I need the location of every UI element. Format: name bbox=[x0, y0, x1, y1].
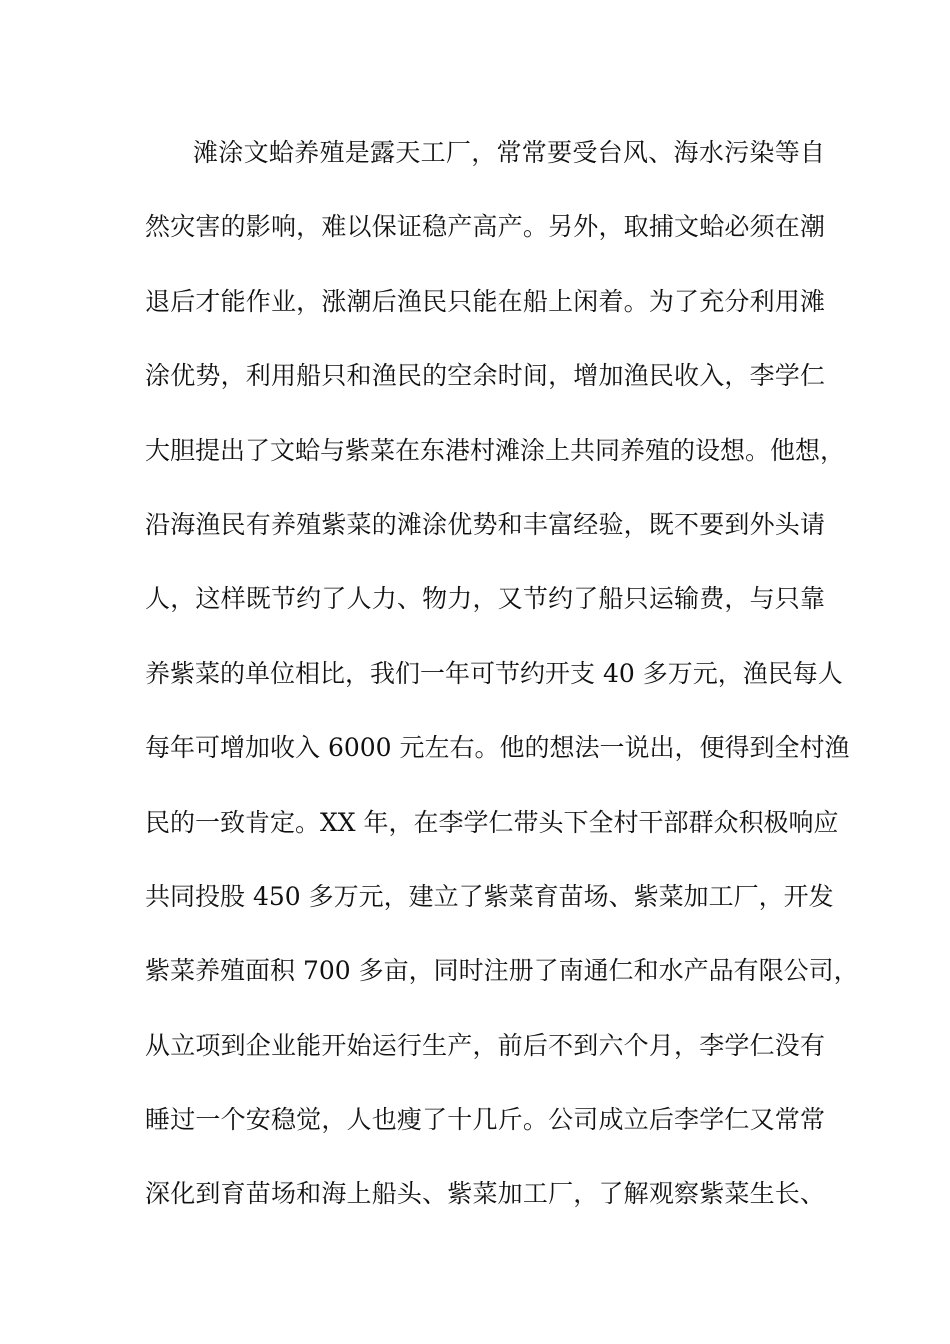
text-line: 退后才能作业，涨潮后渔民只能在船上闲着。为了充分利用滩 bbox=[145, 286, 825, 316]
text-line: 大胆提出了文蛤与紫菜在东港村滩涂上共同养殖的设想。他想， bbox=[145, 435, 846, 465]
text-line: 紫菜养殖面积 700 多亩，同时注册了南通仁和水产品有限公司， bbox=[145, 956, 859, 986]
text-line: 人，这样既节约了人力、物力，又节约了船只运输费，与只靠 bbox=[145, 584, 825, 614]
text-line: 每年可增加收入 6000 元左右。他的想法一说出，便得到全村渔 bbox=[145, 733, 850, 763]
body-paragraph bbox=[145, 132, 859, 1248]
text-line: 民的一致肯定。XX 年，在李学仁带头下全村干部群众积极响应 bbox=[145, 807, 839, 837]
text-line: 从立项到企业能开始运行生产，前后不到六个月，李学仁没有 bbox=[145, 1030, 825, 1060]
text-line: 深化到育苗场和海上船头、紫菜加工厂，了解观察紫菜生长、 bbox=[145, 1179, 825, 1209]
text-line: 然灾害的影响，难以保证稳产高产。另外，取捕文蛤必须在潮 bbox=[145, 212, 825, 242]
text-line: 涂优势，利用船只和渔民的空余时间，增加渔民收入，李学仁 bbox=[145, 361, 825, 391]
text-line: 沿海渔民有养殖紫菜的滩涂优势和丰富经验，既不要到外头请 bbox=[145, 509, 825, 539]
text-line: 养紫菜的单位相比，我们一年可节约开支 40 多万元，渔民每人 bbox=[145, 658, 843, 688]
text-line: 滩涂文蛤养殖是露天工厂，常常要受台风、海水污染等自 bbox=[193, 138, 825, 167]
text-line: 共同投股 450 多万元，建立了紫菜育苗场、紫菜加工厂，开发 bbox=[145, 881, 834, 911]
text-line: 睡过一个安稳觉，人也瘦了十几斤。公司成立后李学仁又常常 bbox=[145, 1105, 825, 1135]
